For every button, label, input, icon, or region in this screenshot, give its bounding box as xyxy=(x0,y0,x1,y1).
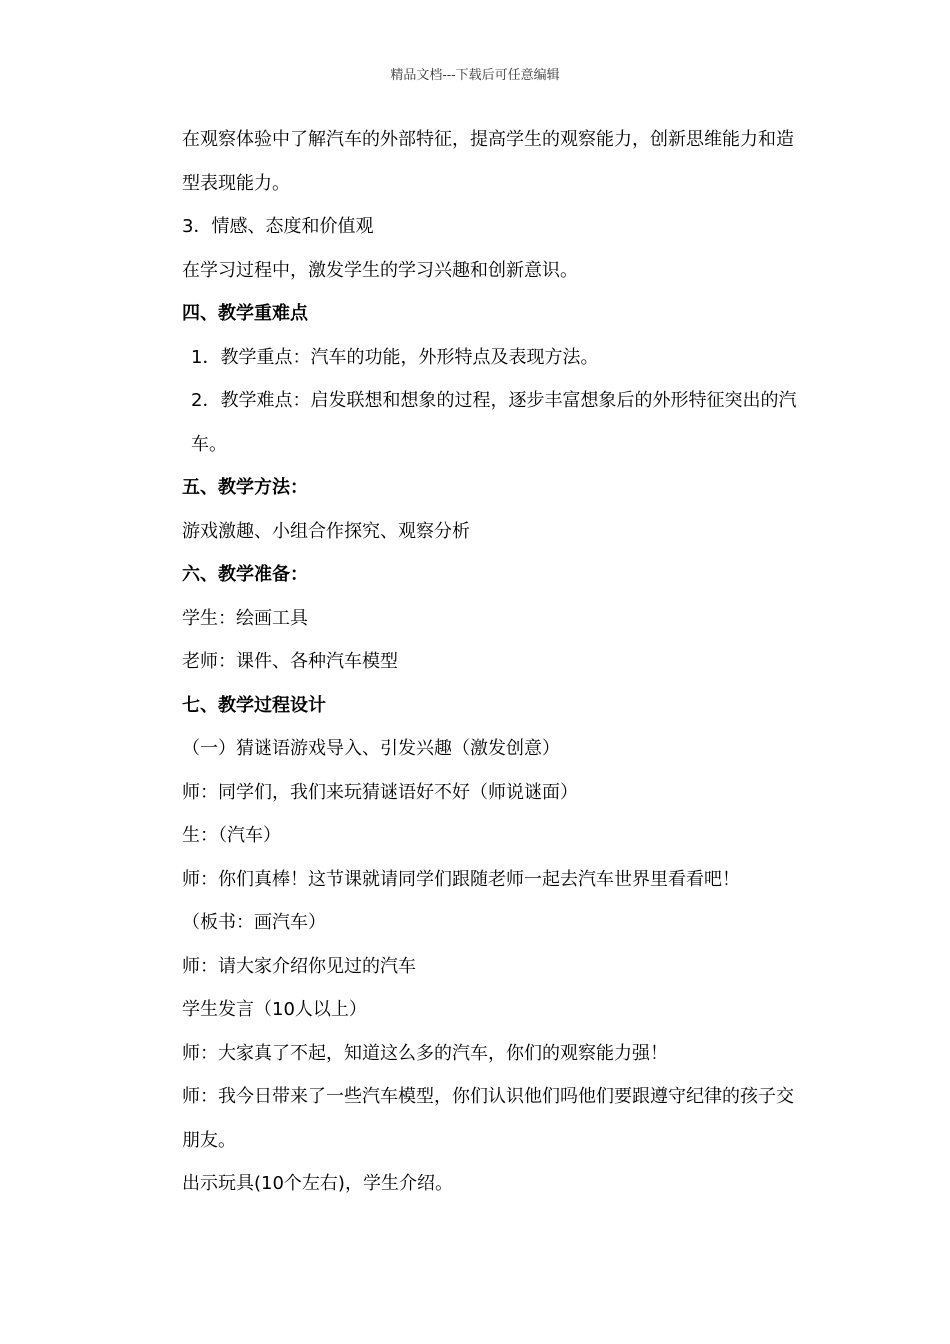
paragraph: （一）猜谜语游戏导入、引发兴趣（激发创意） xyxy=(182,738,560,759)
paragraph: （板书：画汽车） xyxy=(182,912,326,933)
paragraph: 游戏激趣、小组合作探究、观察分析 xyxy=(182,520,470,542)
paragraph: 师：同学们，我们来玩猜谜语好不好（师说谜面） xyxy=(182,781,578,803)
section-heading: 四、教学重难点 xyxy=(182,303,308,324)
paragraph: 学生：绘画工具 xyxy=(182,607,308,629)
paragraph: 师：你们真棒！这节课就请同学们跟随老师一起去汽车世界里看看吧！ xyxy=(182,868,740,890)
section-heading: 六、教学准备： xyxy=(182,564,308,585)
paragraph: 生：（汽车） xyxy=(182,825,281,846)
paragraph: 在观察体验中了解汽车的外部特征，提高学生的观察能力，创新思维能力和造型表现能力。 xyxy=(182,129,794,194)
paragraph: 1．教学重点：汽车的功能，外形特点及表现方法。 xyxy=(191,346,599,368)
paragraph: 师：请大家介绍你见过的汽车 xyxy=(182,955,416,977)
document-body xyxy=(145,118,810,1206)
section-heading: 七、教学过程设计 xyxy=(182,694,326,716)
paragraph: 学生发言（10人以上） xyxy=(182,999,367,1020)
paragraph: 2．教学难点：启发联想和想象的过程，逐步丰富想象后的外形特征突出的汽车。 xyxy=(191,390,797,455)
section-heading: 五、教学方法： xyxy=(182,477,308,498)
paragraph: 在学习过程中，激发学生的学习兴趣和创新意识。 xyxy=(182,259,578,281)
paragraph: 出示玩具(10个左右)，学生介绍。 xyxy=(182,1173,453,1194)
paragraph: 师：大家真了不起，知道这么多的汽车，你们的观察能力强！ xyxy=(182,1042,668,1064)
paragraph: 老师：课件、各种汽车模型 xyxy=(182,651,398,672)
paragraph: 师：我今日带来了一些汽车模型，你们认识他们吗他们要跟遵守纪律的孩子交朋友。 xyxy=(182,1086,794,1151)
paragraph: 3．情感、态度和价值观 xyxy=(182,216,374,237)
page-header: 精品文档---下载后可任意编辑 xyxy=(390,68,560,83)
